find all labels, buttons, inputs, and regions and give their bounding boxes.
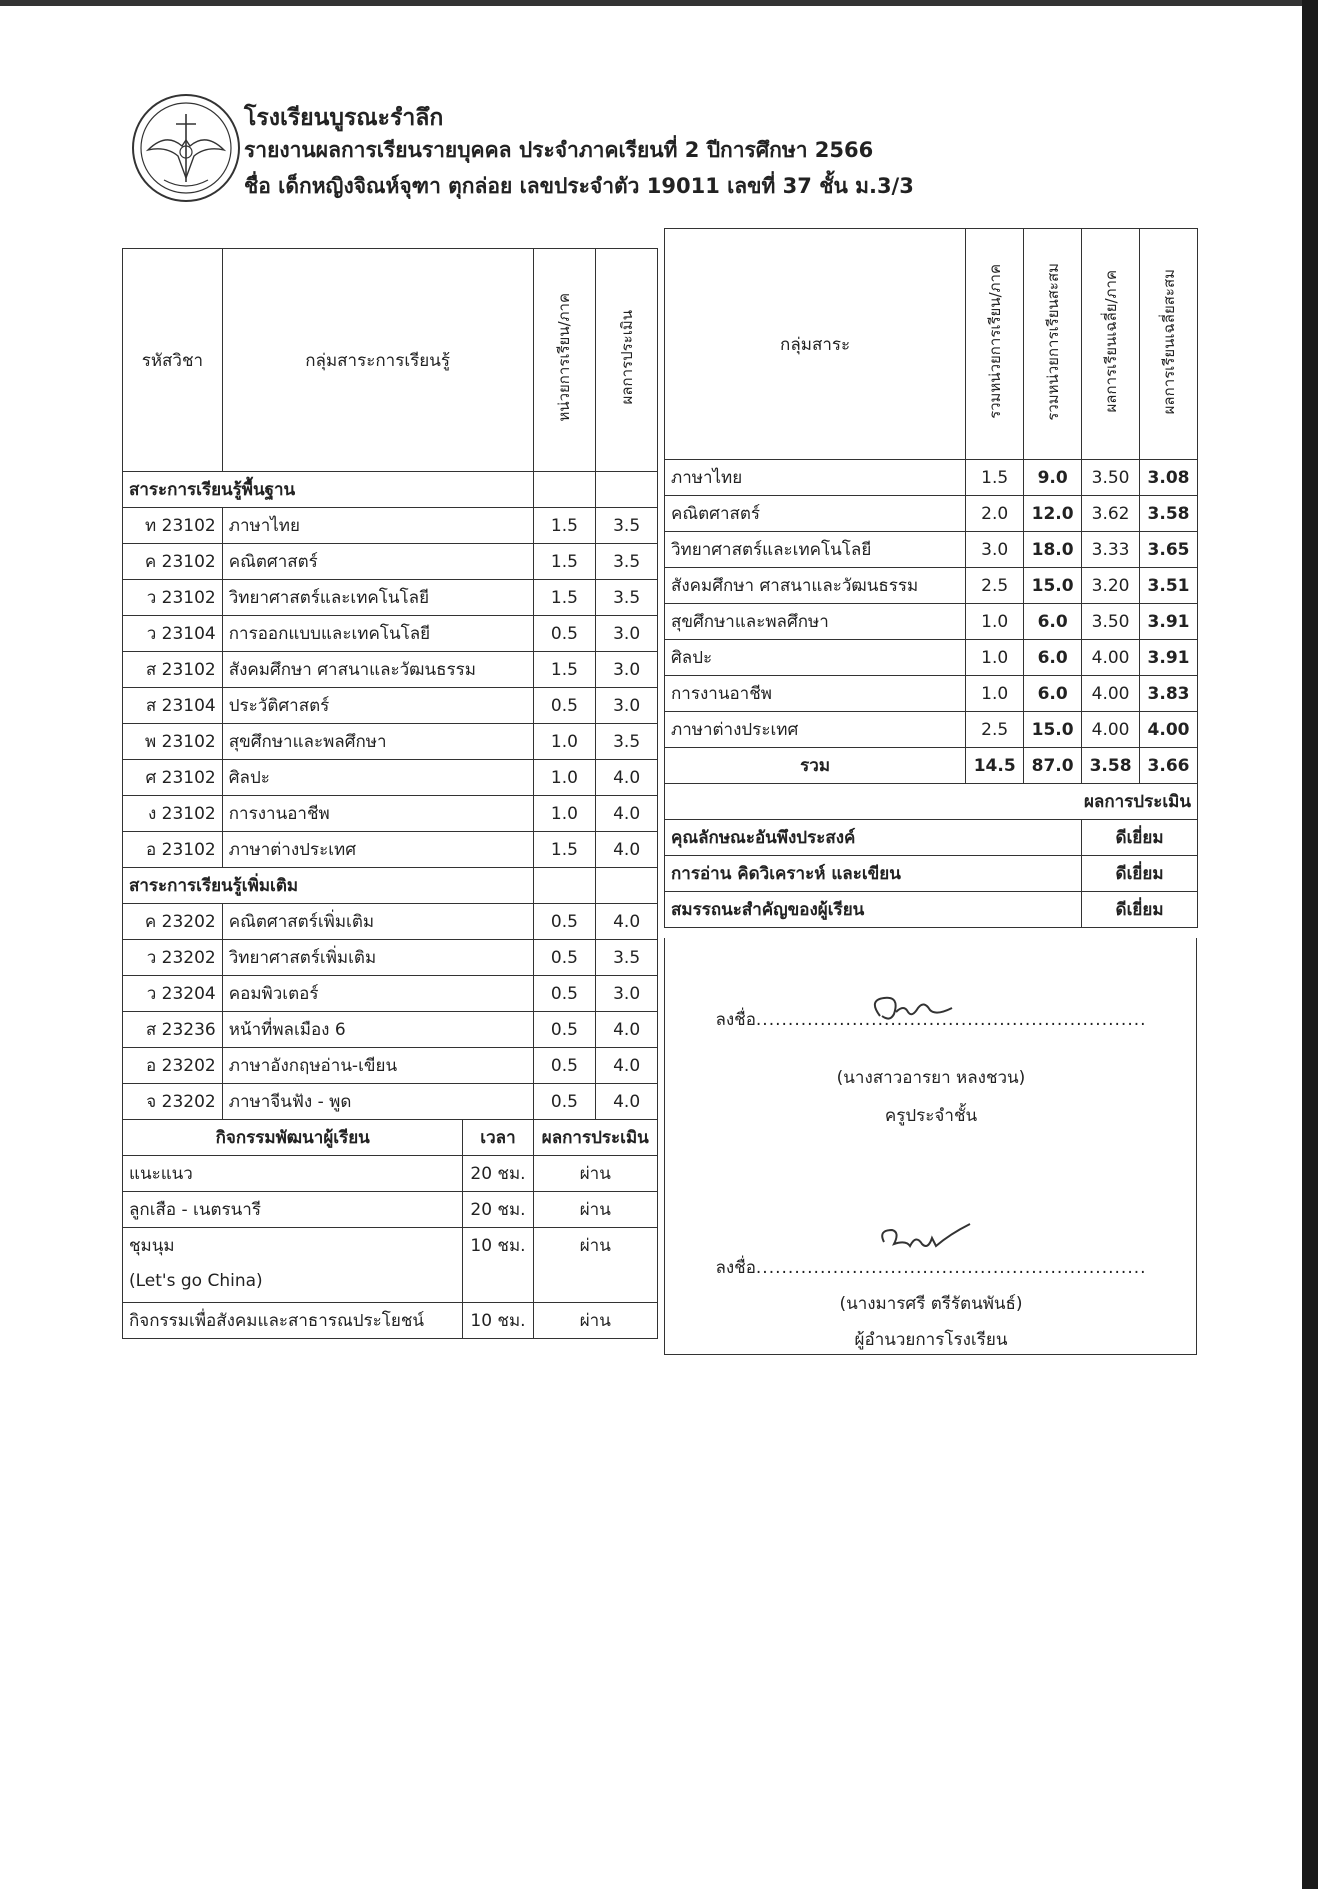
group-name: ศิลปะ (665, 640, 966, 676)
group-avg: 3.20 (1082, 568, 1140, 604)
group-cum-credit: 15.0 (1024, 568, 1082, 604)
subject-grade: 3.0 (596, 652, 658, 688)
subject-name: ภาษาจีนฟัง - พูด (222, 1084, 533, 1120)
subject-credit: 1.5 (533, 580, 596, 616)
subject-grade: 3.5 (596, 580, 658, 616)
eval-row (665, 856, 1198, 892)
activity-result: ผ่าน (533, 1228, 657, 1303)
subject-name: การงานอาชีพ (222, 796, 533, 832)
school-seal-logo (130, 92, 242, 204)
group-name: วิทยาศาสตร์และเทคโนโลยี (665, 532, 966, 568)
subject-name: การออกแบบและเทคโนโลยี (222, 616, 533, 652)
activity-header-row (123, 1120, 658, 1156)
subject-name: ศิลปะ (222, 760, 533, 796)
group-cum-avg: 3.83 (1140, 676, 1198, 712)
grades-header-row (123, 249, 658, 472)
subject-name: วิทยาศาสตร์และเทคโนโลยี (222, 580, 533, 616)
subject-name: สังคมศึกษา ศาสนาและวัฒนธรรม (222, 652, 533, 688)
activity-row (123, 1192, 658, 1228)
subject-row (123, 580, 658, 616)
school-name: โรงเรียนบูรณะรำลึก (244, 105, 444, 131)
activity-name-text: แนะแนว (129, 1164, 193, 1184)
subject-code: ง 23102 (123, 796, 223, 832)
subject-row (123, 832, 658, 868)
group-row (665, 676, 1198, 712)
summary-header-row (665, 229, 1198, 460)
subject-name: ภาษาไทย (222, 508, 533, 544)
section-title-basic: สาระการเรียนรู้พื้นฐาน (123, 472, 534, 508)
group-row (665, 460, 1198, 496)
group-cum-credit: 12.0 (1024, 496, 1082, 532)
subject-grade: 3.5 (596, 508, 658, 544)
subject-name: คณิตศาสตร์ (222, 544, 533, 580)
subject-row (123, 544, 658, 580)
activity-time: 10 ชม. (463, 1228, 533, 1303)
group-total-credit: 1.0 (966, 604, 1024, 640)
director-signature: ลงชื่อ............................................................. (715, 1258, 1147, 1278)
group-row (665, 532, 1198, 568)
group-row (665, 712, 1198, 748)
activity-name-text: กิจกรรมเพื่อสังคมและสาธารณประโยชน์ (129, 1311, 425, 1331)
subject-code: ว 23204 (123, 976, 223, 1012)
group-cum-credit: 15.0 (1024, 712, 1082, 748)
activity-row (123, 1156, 658, 1192)
group-cum-avg: 3.91 (1140, 604, 1198, 640)
group-cum-avg: 3.08 (1140, 460, 1198, 496)
subject-code: ส 23236 (123, 1012, 223, 1048)
group-cum-avg: 3.51 (1140, 568, 1198, 604)
subject-name: หน้าที่พลเมือง 6 (222, 1012, 533, 1048)
group-total-credit: 2.0 (966, 496, 1024, 532)
subject-row (123, 976, 658, 1012)
subject-row (123, 508, 658, 544)
group-name: การงานอาชีพ (665, 676, 966, 712)
group-row (665, 604, 1198, 640)
section-row-basic (123, 472, 658, 508)
subject-code: ส 23102 (123, 652, 223, 688)
eval-result: ดีเยี่ยม (1082, 856, 1198, 892)
eval-name: สมรรถนะสำคัญของผู้เรียน (665, 892, 1082, 928)
activity-name (123, 1192, 463, 1228)
subject-grade: 3.5 (596, 940, 658, 976)
group-avg: 4.00 (1082, 712, 1140, 748)
total-cum-avg: 3.66 (1140, 748, 1198, 784)
header-avg: ผลการเรียนเฉลี่ย/ภาค (1082, 229, 1140, 460)
empty-cell (596, 868, 658, 904)
subject-row (123, 1012, 658, 1048)
header-total-credit: รวมหน่วยการเรียน/ภาค (966, 229, 1024, 460)
subject-grade: 4.0 (596, 1084, 658, 1120)
total-avg: 3.58 (1082, 748, 1140, 784)
subject-name: วิทยาศาสตร์เพิ่มเติม (222, 940, 533, 976)
activity-time: 20 ชม. (463, 1156, 533, 1192)
subject-credit: 1.0 (533, 760, 596, 796)
subject-code: ค 23202 (123, 904, 223, 940)
group-avg: 3.50 (1082, 460, 1140, 496)
subject-row (123, 688, 658, 724)
director-role: ผู้อำนวยการโรงเรียน (854, 1330, 1008, 1350)
eval-row (665, 820, 1198, 856)
subject-code: ศ 23102 (123, 760, 223, 796)
subject-row (123, 1084, 658, 1120)
eval-result: ดีเยี่ยม (1082, 892, 1198, 928)
subject-code: จ 23202 (123, 1084, 223, 1120)
summary-table (664, 228, 1198, 928)
subject-name: สุขศึกษาและพลศึกษา (222, 724, 533, 760)
subject-code: อ 23202 (123, 1048, 223, 1084)
group-row (665, 568, 1198, 604)
subject-row (123, 796, 658, 832)
subject-credit: 0.5 (533, 1084, 596, 1120)
subject-credit: 1.5 (533, 652, 596, 688)
group-cum-avg: 3.65 (1140, 532, 1198, 568)
subject-credit: 1.0 (533, 796, 596, 832)
group-avg: 3.50 (1082, 604, 1140, 640)
group-cum-credit: 6.0 (1024, 640, 1082, 676)
subject-credit: 1.5 (533, 832, 596, 868)
empty-cell (533, 868, 596, 904)
subject-name: ภาษาอังกฤษอ่าน-เขียน (222, 1048, 533, 1084)
subject-credit: 0.5 (533, 616, 596, 652)
group-name: ภาษาต่างประเทศ (665, 712, 966, 748)
subject-code: ว 23202 (123, 940, 223, 976)
activity-name (123, 1156, 463, 1192)
activity-row (123, 1303, 658, 1339)
section-title-extra: สาระการเรียนรู้เพิ่มเติม (123, 868, 534, 904)
activity-sub-text: (Let's go China) (129, 1271, 263, 1291)
student-info: ชื่อ เด็กหญิงจิณห์จุฑา ตุกล่อย เลขประจำตัว 19011 เลขที่ 37 ชั้น ม.3/3 (244, 174, 914, 198)
subject-grade: 4.0 (596, 832, 658, 868)
director-handwritten-signature (870, 1216, 980, 1256)
subject-credit: 0.5 (533, 1012, 596, 1048)
subject-code: ท 23102 (123, 508, 223, 544)
activity-header-time: เวลา (463, 1120, 533, 1156)
group-avg: 3.62 (1082, 496, 1140, 532)
subject-code: ว 23104 (123, 616, 223, 652)
group-cum-avg: 4.00 (1140, 712, 1198, 748)
subject-grade: 3.0 (596, 688, 658, 724)
eval-name: การอ่าน คิดวิเคราะห์ และเขียน (665, 856, 1082, 892)
group-name: ภาษาไทย (665, 460, 966, 496)
subject-row (123, 760, 658, 796)
eval-header: ผลการประเมิน (665, 784, 1198, 820)
activity-name (123, 1228, 463, 1303)
director-sign-label: ลงชื่อ (715, 1258, 756, 1278)
grades-table (122, 248, 658, 1339)
activity-time: 10 ชม. (463, 1303, 533, 1339)
total-credit: 14.5 (966, 748, 1024, 784)
section-row-extra (123, 868, 658, 904)
subject-row (123, 940, 658, 976)
activity-result: ผ่าน (533, 1303, 657, 1339)
header-group: กลุ่มสาระ (665, 229, 966, 460)
group-cum-credit: 9.0 (1024, 460, 1082, 496)
director-name: (นางมารศรี ตรีรัตนพันธ์) (839, 1294, 1023, 1314)
scan-right-edge (1302, 0, 1318, 1889)
group-total-credit: 3.0 (966, 532, 1024, 568)
activity-result: ผ่าน (533, 1192, 657, 1228)
scan-top-edge (0, 0, 1318, 6)
teacher-name: (นางสาวอารยา หลงชวน) (836, 1068, 1026, 1088)
group-total-credit: 1.0 (966, 676, 1024, 712)
subject-code: อ 23102 (123, 832, 223, 868)
group-cum-credit: 18.0 (1024, 532, 1082, 568)
subject-row (123, 904, 658, 940)
subject-credit: 0.5 (533, 904, 596, 940)
subject-code: พ 23102 (123, 724, 223, 760)
header-cum-avg: ผลการเรียนเฉลี่ยสะสม (1140, 229, 1198, 460)
activity-row (123, 1228, 658, 1303)
subject-grade: 4.0 (596, 1048, 658, 1084)
header-cum-credit: รวมหน่วยการเรียนสะสม (1024, 229, 1082, 460)
subject-credit: 1.5 (533, 544, 596, 580)
subject-name: คอมพิวเตอร์ (222, 976, 533, 1012)
subject-grade: 3.5 (596, 724, 658, 760)
activity-name-text: ลูกเสือ - เนตรนารี (129, 1200, 261, 1220)
activity-result: ผ่าน (533, 1156, 657, 1192)
total-row (665, 748, 1198, 784)
empty-cell (533, 472, 596, 508)
subject-row (123, 1048, 658, 1084)
subject-code: ส 23104 (123, 688, 223, 724)
eval-header-row (665, 784, 1198, 820)
subject-grade: 3.5 (596, 544, 658, 580)
group-avg: 4.00 (1082, 676, 1140, 712)
subject-code: ค 23102 (123, 544, 223, 580)
empty-cell (596, 472, 658, 508)
teacher-signature: ลงชื่อ............................................................. (715, 1010, 1147, 1030)
group-total-credit: 1.0 (966, 640, 1024, 676)
subject-row (123, 652, 658, 688)
subject-grade: 4.0 (596, 796, 658, 832)
teacher-role: ครูประจำชั้น (884, 1106, 978, 1126)
subject-code: ว 23102 (123, 580, 223, 616)
header-code: รหัสวิชา (123, 249, 223, 472)
group-name: สังคมศึกษา ศาสนาและวัฒนธรรม (665, 568, 966, 604)
subject-grade: 4.0 (596, 760, 658, 796)
report-title: รายงานผลการเรียนรายบุคคล ประจำภาคเรียนที่ 2 ปีการศึกษา 2566 (244, 138, 874, 162)
group-row (665, 496, 1198, 532)
eval-row (665, 892, 1198, 928)
subject-credit: 0.5 (533, 976, 596, 1012)
group-avg: 4.00 (1082, 640, 1140, 676)
header-credit: หน่วยการเรียน/ภาค (533, 249, 596, 472)
subject-credit: 1.0 (533, 724, 596, 760)
subject-grade: 3.0 (596, 616, 658, 652)
group-name: คณิตศาสตร์ (665, 496, 966, 532)
header-grade: ผลการประเมิน (596, 249, 658, 472)
activity-header-name: กิจกรรมพัฒนาผู้เรียน (123, 1120, 463, 1156)
subject-grade: 4.0 (596, 904, 658, 940)
eval-result: ดีเยี่ยม (1082, 820, 1198, 856)
activity-name-text: ชุมนุม (129, 1236, 175, 1256)
subject-row (123, 616, 658, 652)
group-cum-avg: 3.58 (1140, 496, 1198, 532)
subject-credit: 0.5 (533, 940, 596, 976)
group-total-credit: 1.5 (966, 460, 1024, 496)
total-label: รวม (665, 748, 966, 784)
subject-grade: 4.0 (596, 1012, 658, 1048)
eval-name: คุณลักษณะอันพึงประสงค์ (665, 820, 1082, 856)
subject-name: ประวัติศาสตร์ (222, 688, 533, 724)
teacher-handwritten-signature (860, 990, 970, 1030)
subject-name: คณิตศาสตร์เพิ่มเติม (222, 904, 533, 940)
group-cum-avg: 3.91 (1140, 640, 1198, 676)
subject-name: ภาษาต่างประเทศ (222, 832, 533, 868)
subject-credit: 0.5 (533, 688, 596, 724)
group-total-credit: 2.5 (966, 712, 1024, 748)
activity-header-result: ผลการประเมิน (533, 1120, 657, 1156)
group-cum-credit: 6.0 (1024, 604, 1082, 640)
subject-credit: 1.5 (533, 508, 596, 544)
subject-credit: 0.5 (533, 1048, 596, 1084)
activity-time: 20 ชม. (463, 1192, 533, 1228)
subject-row (123, 724, 658, 760)
activity-name (123, 1303, 463, 1339)
header-subject: กลุ่มสาระการเรียนรู้ (222, 249, 533, 472)
group-name: สุขศึกษาและพลศึกษา (665, 604, 966, 640)
group-cum-credit: 6.0 (1024, 676, 1082, 712)
subject-grade: 3.0 (596, 976, 658, 1012)
teacher-sign-label: ลงชื่อ (715, 1010, 756, 1030)
group-total-credit: 2.5 (966, 568, 1024, 604)
group-row (665, 640, 1198, 676)
group-avg: 3.33 (1082, 532, 1140, 568)
total-cum-credit: 87.0 (1024, 748, 1082, 784)
